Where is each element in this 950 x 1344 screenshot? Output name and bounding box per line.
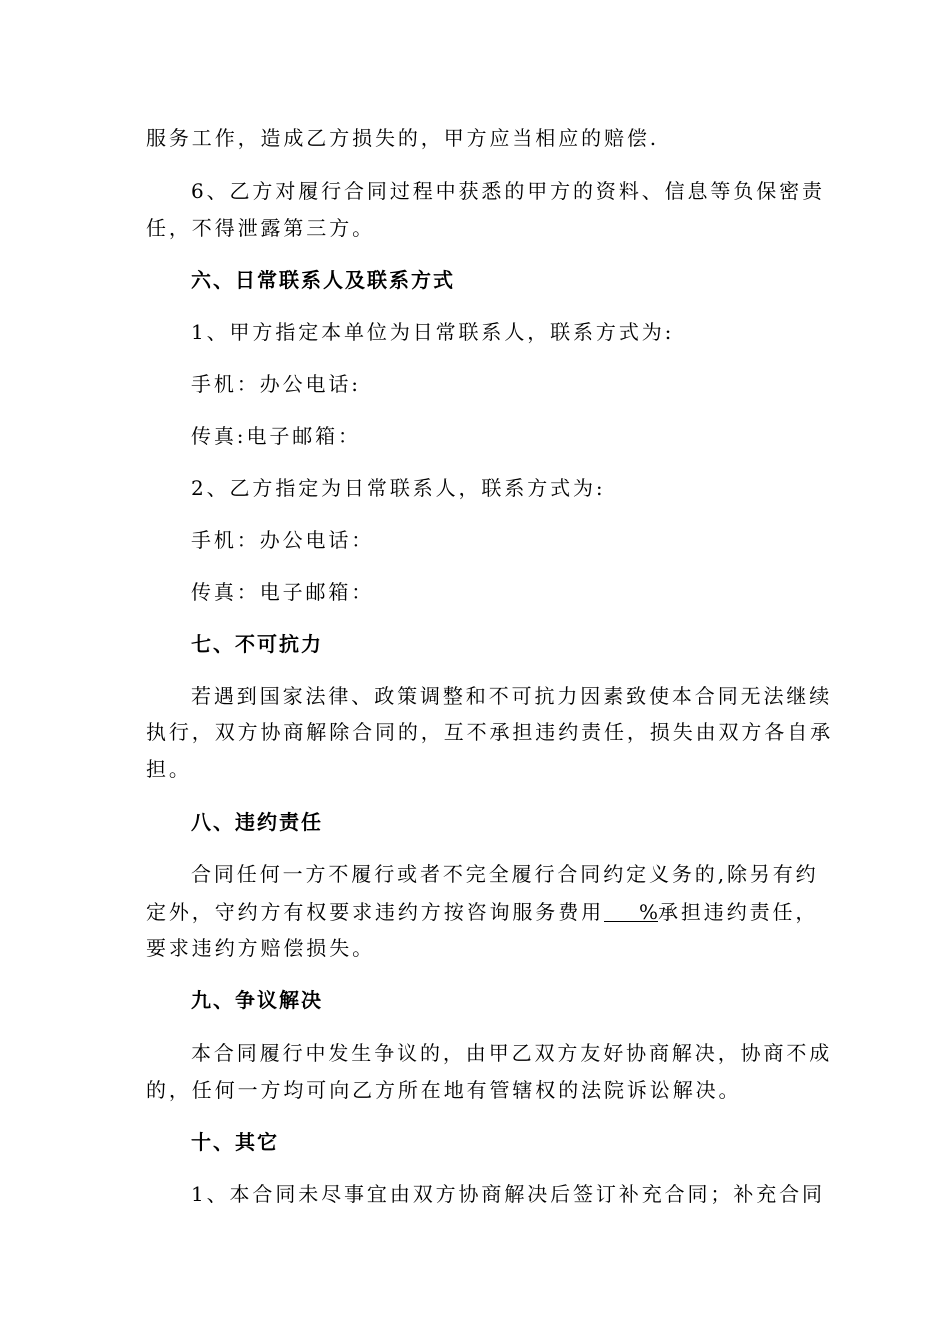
paragraph-line: 任，不得泄露第三方。 <box>146 216 375 240</box>
paragraph-line: 手机：办公电话: <box>191 372 361 396</box>
section-heading-8: 八、违约责任 <box>191 810 323 834</box>
paragraph-line: 1、本合同未尽事宜由双方协商解决后签订补充合同；补充合同 <box>191 1182 825 1206</box>
section-heading-10: 十、其它 <box>191 1130 279 1154</box>
paragraph-line: 若遇到国家法律、政策调整和不可抗力因素致使本合同无法继续 <box>191 684 833 708</box>
paragraph-line: 本合同履行中发生争议的，由甲乙双方友好协商解决，协商不成 <box>191 1041 833 1065</box>
paragraph-line: 手机：办公电话： <box>191 528 375 552</box>
paragraph-text: 定外，守约方有权要求违约方按咨询服务费用 <box>146 900 604 924</box>
paragraph-line: 担。 <box>146 757 192 781</box>
section-heading-7: 七、不可抗力 <box>191 632 323 656</box>
paragraph-line: 2、乙方指定为日常联系人，联系方式为: <box>191 476 606 500</box>
paragraph-line: 传真:电子邮箱： <box>191 424 361 448</box>
paragraph-line: 执行，双方协商解除合同的，互不承担违约责任，损失由双方各自承 <box>146 720 833 744</box>
paragraph-line: 传真：电子邮箱： <box>191 580 375 604</box>
paragraph-line: 合同任何一方不履行或者不完全履行合同约定义务的,除另有约 <box>191 862 819 886</box>
section-heading-6: 六、日常联系人及联系方式 <box>191 268 455 292</box>
fill-in-blank: % <box>604 903 658 922</box>
paragraph-line: 1、甲方指定本单位为日常联系人，联系方式为: <box>191 320 675 344</box>
section-heading-9: 九、争议解决 <box>191 988 323 1012</box>
paragraph-line: 服务工作，造成乙方损失的，甲方应当相应的赔偿. <box>146 126 660 150</box>
paragraph-line: 的，任何一方均可向乙方所在地有管辖权的法院诉讼解决。 <box>146 1078 742 1102</box>
paragraph-text: 承担违约责任， <box>658 900 819 924</box>
paragraph-line <box>146 899 818 925</box>
paragraph-line: 6、乙方对履行合同过程中获悉的甲方的资料、信息等负保密责 <box>191 179 825 203</box>
paragraph-line: 要求违约方赔偿损失。 <box>146 936 375 960</box>
